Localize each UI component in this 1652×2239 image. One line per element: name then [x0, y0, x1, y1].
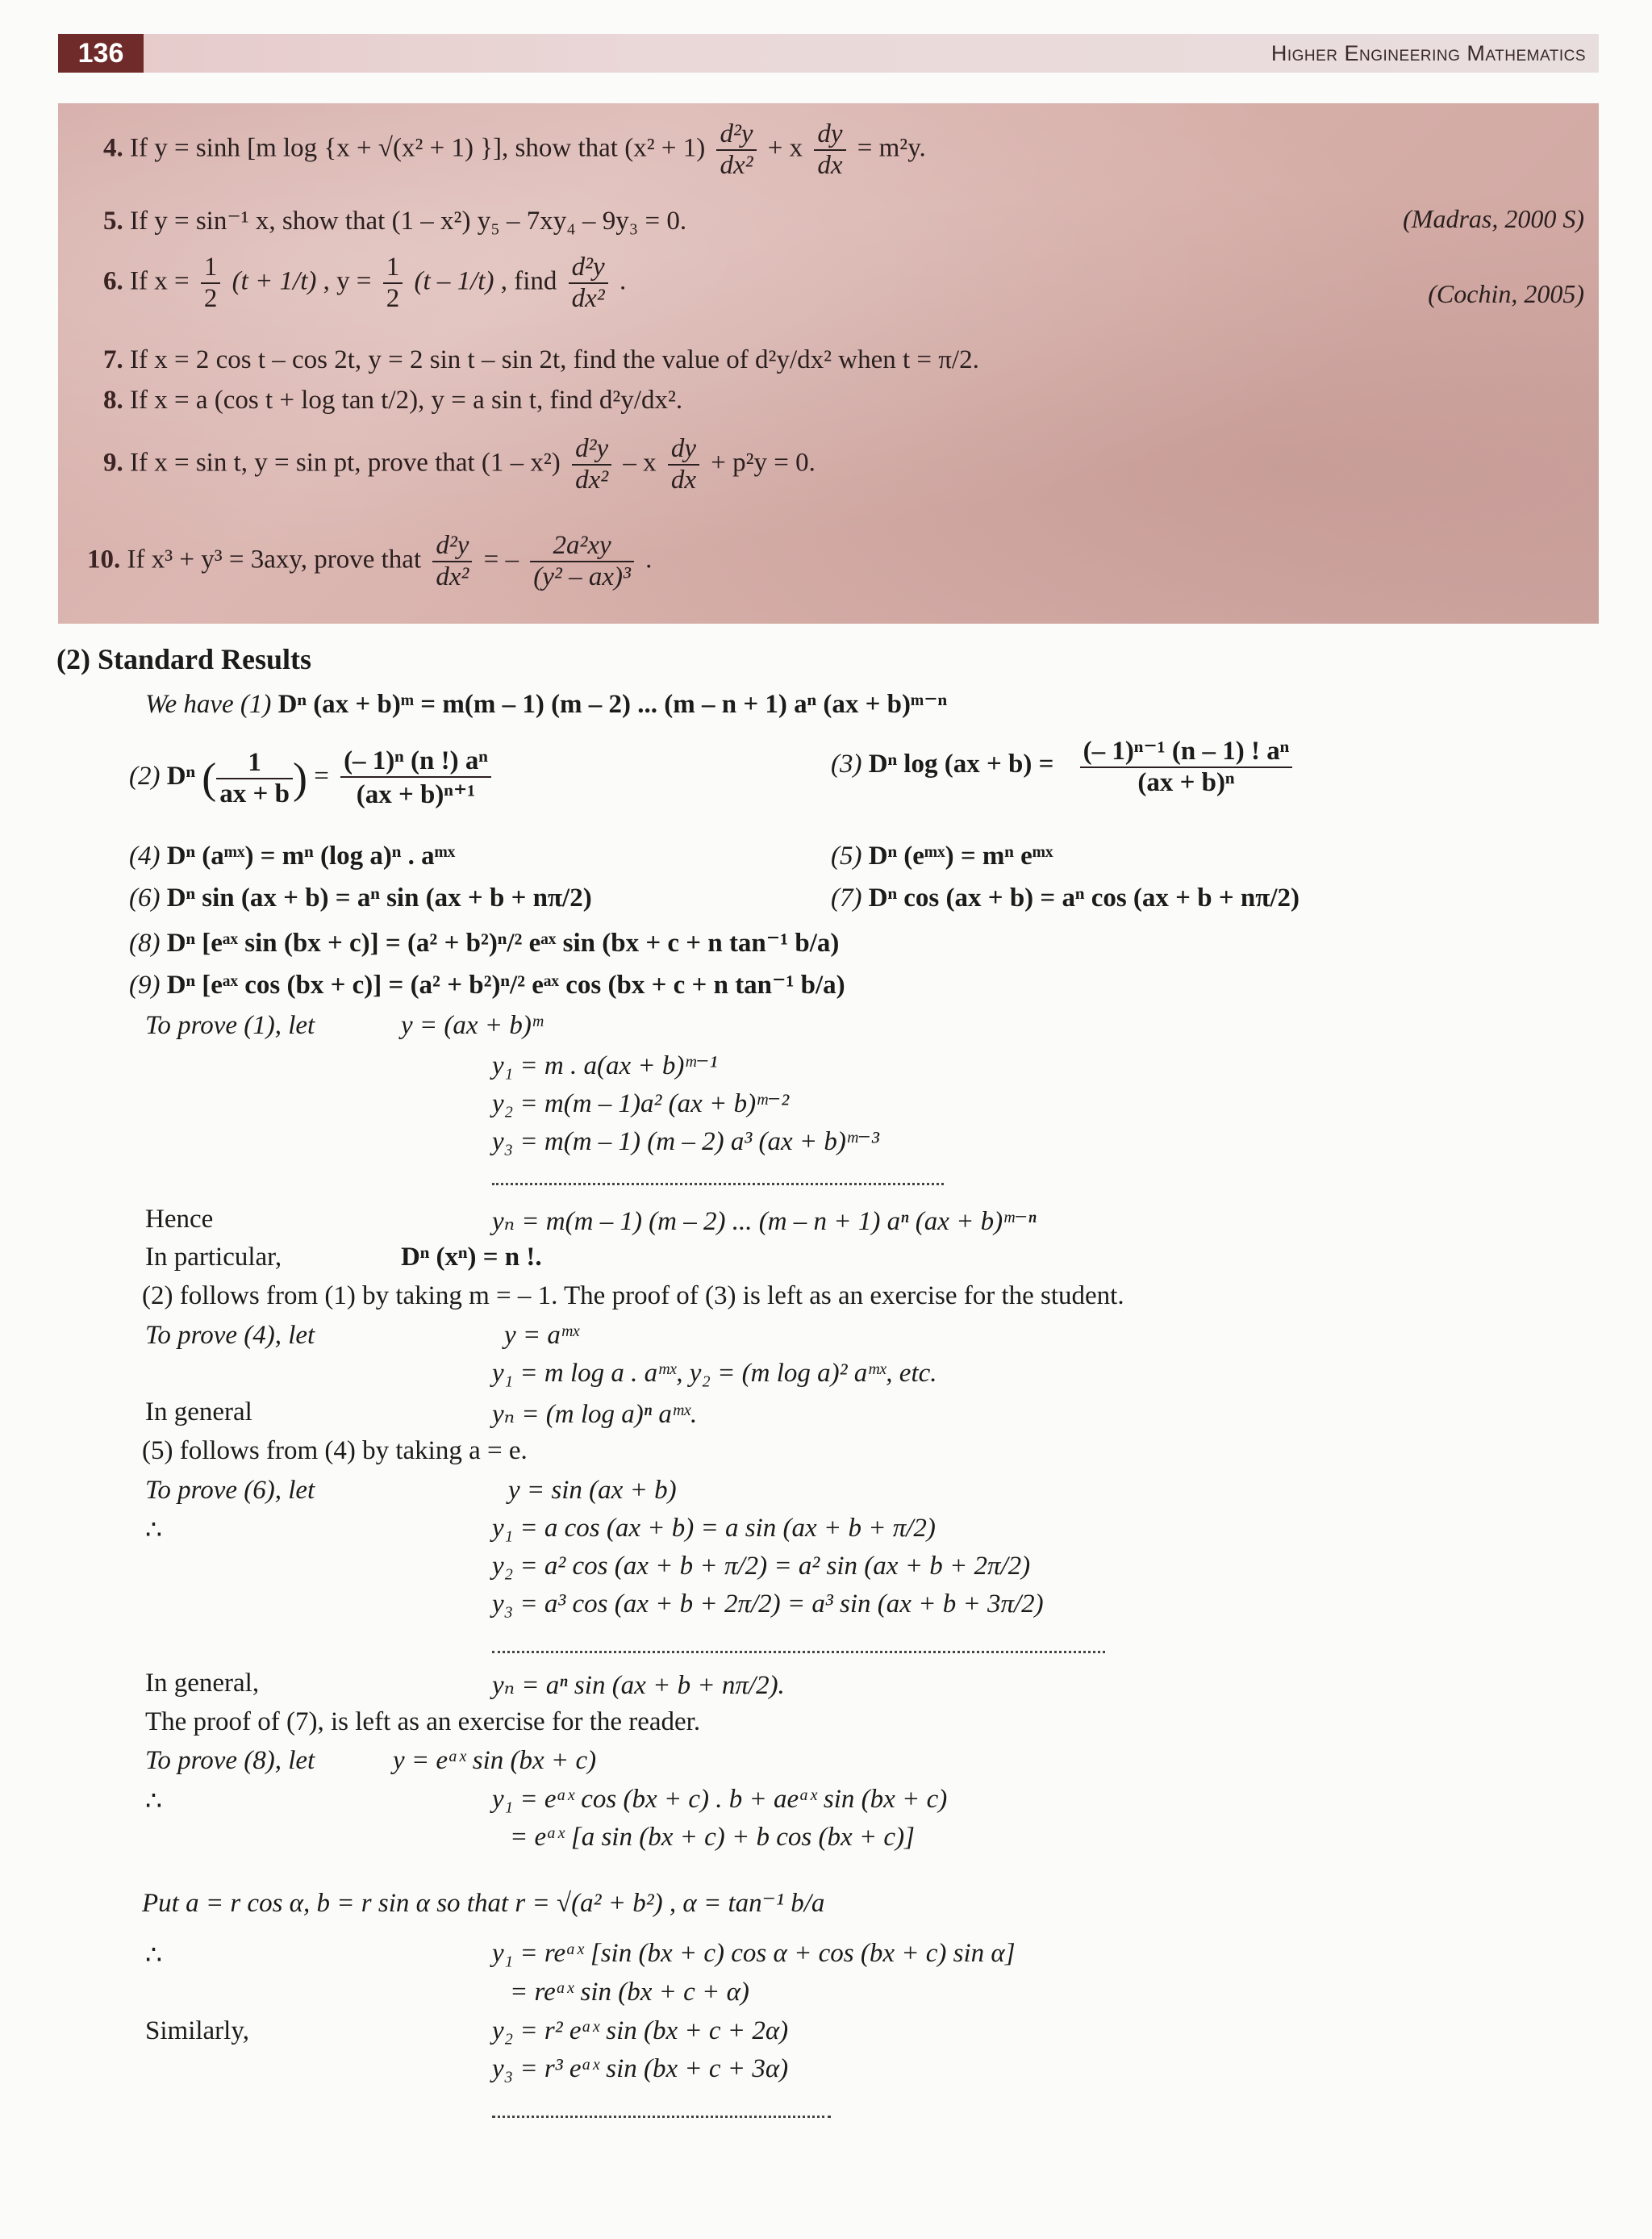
- proof-step: y₁ = m log a . aᵐˣ, y₂ = (m log a)² aᵐˣ, etc.: [492, 1359, 937, 1388]
- result-formula: Dⁿ [eᵃˣ cos (bx + c)] = (a² + b²)ⁿ/² eᵃˣ cos (bx + c + n tan⁻¹ b/a): [166, 971, 845, 1000]
- result-formula: Dⁿ (aᵐˣ) = mⁿ (log a)ⁿ . aᵐˣ: [166, 842, 456, 871]
- proof-step: y₃ = r³ eᵃˣ sin (bx + c + 3α): [492, 2054, 789, 2083]
- continuation-dots: [492, 1651, 1105, 1653]
- equals-sign: =: [314, 762, 329, 792]
- exercise-number: 9.: [103, 448, 123, 478]
- result-formula: Dⁿ (ax + b)ᵐ = m(m – 1) (m – 2) ... (m – n + 1) aⁿ (ax + b)ᵐ⁻ⁿ: [277, 690, 948, 719]
- result-label: (3): [831, 750, 862, 779]
- result-3: [831, 734, 1297, 798]
- frac-bottom: (ax + b)ⁿ⁺¹: [356, 780, 476, 809]
- exercise-text: If x = a (cos t + log tan t/2), y = a sin t, find d²y/dx².: [130, 386, 683, 415]
- result-7: [831, 883, 1299, 913]
- exercise-box: [58, 103, 1599, 624]
- proof-label: To prove (4), let: [145, 1321, 315, 1350]
- proof-step: yₙ = m(m – 1) (m – 2) ... (m – n + 1) aⁿ (ax + b)ᵐ⁻ⁿ: [492, 1207, 1037, 1236]
- frac-bottom: ax + b: [219, 779, 290, 808]
- exercise-5: [103, 204, 686, 236]
- fraction: [572, 434, 611, 495]
- frac-top: (– 1)ⁿ⁻¹ (n – 1) ! aⁿ: [1080, 734, 1293, 768]
- result-formula: Dⁿ [eᵃˣ sin (bx + c)] = (a² + b²)ⁿ/² eᵃˣ sin (bx + c + n tan⁻¹ b/a): [166, 929, 840, 958]
- frac-top: 1: [201, 253, 221, 284]
- result-formula: Dⁿ: [166, 762, 196, 792]
- exercise-4: [103, 119, 926, 181]
- proof-word: Similarly,: [145, 2016, 249, 2045]
- proof-step: = reᵃˣ sin (bx + c + α): [510, 1978, 749, 2007]
- exercise-number: 4.: [103, 133, 123, 163]
- result-8: [129, 926, 839, 959]
- exercise-number: 8.: [103, 386, 123, 415]
- proof-step: y = sin (ax + b): [508, 1476, 677, 1505]
- result-formula: Dⁿ cos (ax + b) = aⁿ cos (ax + b + nπ/2): [868, 883, 1299, 913]
- frac-bottom: (y² – ax)³: [533, 562, 631, 591]
- frac-bottom: dx: [817, 151, 843, 180]
- fraction: [668, 434, 699, 495]
- result-label: (8): [129, 929, 161, 958]
- result-6: [129, 883, 592, 913]
- page-header: [58, 34, 1599, 73]
- proof-step: y = (ax + b)ᵐ: [401, 1011, 543, 1040]
- proof-label: To prove (8), let: [145, 1746, 315, 1775]
- fraction: [569, 253, 608, 314]
- proof-step: = eᵃˣ [a sin (bx + c) + b cos (bx + c)]: [510, 1823, 915, 1852]
- result-label: (2): [129, 762, 161, 792]
- proof-step: y₂ = a² cos (ax + b + π/2) = a² sin (ax + b + 2π/2): [492, 1552, 1031, 1581]
- fraction: [814, 119, 845, 181]
- frac-top: d²y: [572, 434, 611, 466]
- exercise-text: If x = 2 cos t – cos 2t, y = 2 sin t – sin 2t, find the value of d²y/dx² when t = π/2.: [130, 345, 979, 374]
- frac-top: d²y: [432, 531, 472, 562]
- exercise-number: 6.: [103, 266, 123, 296]
- frac-top: dy: [668, 434, 699, 466]
- frac-bottom: dx: [670, 466, 697, 495]
- proof-text: Put a = r cos α, b = r sin α so that r = √(a² + b²) , α = tan⁻¹ b/a: [142, 1889, 825, 1918]
- proof-step: Dⁿ (xⁿ) = n !.: [401, 1243, 542, 1272]
- exercise-text: (t – 1/t): [414, 266, 494, 296]
- result-formula: Dⁿ log (ax + b) =: [868, 750, 1054, 779]
- frac-top: 1: [383, 253, 403, 284]
- result-label: (5): [831, 842, 862, 871]
- frac-top: 2a²xy: [530, 531, 634, 562]
- frac-top: dy: [814, 119, 845, 151]
- exercise-8: [103, 386, 682, 416]
- exercise-7: [103, 345, 979, 375]
- proof-word: In general,: [145, 1669, 260, 1698]
- section-title: (2) Standard Results: [56, 643, 312, 675]
- proof-label: To prove (6), let: [145, 1476, 315, 1505]
- therefore-symbol: ∴: [145, 1787, 162, 1816]
- proof-step: y₁ = m . a(ax + b)ᵐ⁻¹: [492, 1051, 718, 1080]
- exercise-text: If x³ + y³ = 3axy, prove that: [127, 545, 422, 574]
- page-number: 136: [58, 34, 144, 73]
- frac-top: (– 1)ⁿ (n !) aⁿ: [340, 746, 491, 778]
- proof-step: y₁ = reᵃˣ [sin (bx + c) cos α + cos (bx + c) sin α]: [492, 1939, 1016, 1968]
- fraction: [1080, 734, 1293, 798]
- result-label: (9): [129, 971, 161, 1000]
- paren-right: ): [292, 754, 307, 803]
- frac-bottom: dx²: [571, 284, 605, 313]
- result-4: [129, 842, 455, 871]
- exercise-9: [103, 434, 816, 495]
- result-5: [831, 842, 1053, 871]
- proof-step: yₙ = (m log a)ⁿ aᵐˣ.: [492, 1400, 698, 1429]
- continuation-dots: [492, 2116, 831, 2118]
- fraction: [340, 746, 491, 810]
- exercise-text: If x =: [130, 266, 190, 296]
- exercise-number: 5.: [103, 207, 123, 236]
- frac-bottom: (ax + b)ⁿ: [1137, 768, 1235, 797]
- result-label: (6): [129, 883, 161, 913]
- exercise-text: , y =: [323, 266, 372, 296]
- frac-top: 1: [216, 748, 293, 779]
- exercise-6: [103, 253, 626, 314]
- exercise-text: = m²y.: [857, 133, 926, 163]
- exercise-text: .: [619, 266, 627, 296]
- exercise-text: – x: [623, 448, 657, 478]
- proof-step: y = eᵃˣ sin (bx + c): [393, 1746, 597, 1775]
- exercise-source: (Madras, 2000 S): [1403, 204, 1584, 233]
- exercise-text: + p²y = 0.: [711, 448, 816, 478]
- frac-bottom: dx²: [575, 466, 609, 495]
- exercise-text: .: [645, 545, 653, 574]
- exercise-source: (Cochin, 2005): [1428, 279, 1584, 308]
- frac-bottom: dx²: [436, 562, 469, 591]
- exercise-10: [87, 531, 652, 592]
- proof-label: To prove (1), let: [145, 1011, 315, 1040]
- frac-top: d²y: [569, 253, 608, 284]
- proof-step: y₁ = a cos (ax + b) = a sin (ax + b + π/2): [492, 1514, 936, 1543]
- fraction: [432, 531, 472, 592]
- exercise-text: + x: [767, 133, 803, 163]
- paren-left: (: [202, 754, 217, 803]
- frac-bottom: 2: [386, 284, 400, 313]
- exercise-text: If y = sin⁻¹ x, show that (1 – x²) y₅ – 7xy₄ – 9y₃ = 0.: [130, 207, 687, 236]
- result-2: [129, 746, 496, 810]
- proof-text: (2) follows from (1) by taking m = – 1. The proof of (3) is left as an exercise for the student.: [142, 1281, 1124, 1310]
- proof-step: y₃ = a³ cos (ax + b + 2π/2) = a³ sin (ax + b + 3π/2): [492, 1589, 1044, 1619]
- fraction: [716, 119, 756, 181]
- book-title: Higher Engineering Mathematics: [1270, 41, 1586, 65]
- frac-top: d²y: [716, 119, 756, 151]
- proof-text: (5) follows from (4) by taking a = e.: [142, 1436, 528, 1465]
- fraction: [383, 253, 403, 314]
- exercise-text: If y = sinh [m log {x + √(x² + 1) }], show that (x² + 1): [130, 133, 706, 163]
- exercise-number: 10.: [87, 545, 121, 574]
- proof-word: In general: [145, 1397, 252, 1427]
- proof-step: y = aᵐˣ: [504, 1321, 579, 1350]
- result-label: (4): [129, 842, 161, 871]
- exercise-text: If x = sin t, y = sin pt, prove that (1 – x²): [130, 448, 561, 478]
- fraction: [201, 253, 221, 314]
- proof-step: y₂ = r² eᵃˣ sin (bx + c + 2α): [492, 2016, 789, 2045]
- proof-step: y₁ = eᵃˣ cos (bx + c) . b + aeᵃˣ sin (bx + c): [492, 1785, 948, 1814]
- exercise-text: (t + 1/t): [232, 266, 317, 296]
- fraction: [216, 748, 293, 809]
- result-formula: Dⁿ sin (ax + b) = aⁿ sin (ax + b + nπ/2): [166, 883, 592, 913]
- proof-text: The proof of (7), is left as an exercise for the reader.: [145, 1707, 701, 1736]
- exercise-text: = –: [483, 545, 519, 574]
- proof-word: In particular,: [145, 1243, 282, 1272]
- proof-step: y₃ = m(m – 1) (m – 2) a³ (ax + b)ᵐ⁻³: [492, 1127, 879, 1156]
- proof-word: Hence: [145, 1205, 214, 1234]
- frac-bottom: dx²: [720, 151, 753, 180]
- proof-step: y₂ = m(m – 1)a² (ax + b)ᵐ⁻²: [492, 1089, 790, 1118]
- continuation-dots: [492, 1183, 944, 1185]
- frac-bottom: 2: [203, 284, 218, 313]
- exercise-number: 7.: [103, 345, 123, 374]
- fraction: [530, 531, 634, 592]
- exercise-text: , find: [500, 266, 557, 296]
- result-formula: Dⁿ (eᵐˣ) = mⁿ eᵐˣ: [868, 842, 1053, 871]
- result-label: (7): [831, 883, 862, 913]
- result-1: [145, 687, 947, 720]
- therefore-symbol: ∴: [145, 1941, 162, 1970]
- proof-step: yₙ = aⁿ sin (ax + b + nπ/2).: [492, 1671, 785, 1700]
- result-intro: We have (1): [145, 690, 272, 719]
- result-9: [129, 968, 845, 1000]
- therefore-symbol: ∴: [145, 1516, 162, 1545]
